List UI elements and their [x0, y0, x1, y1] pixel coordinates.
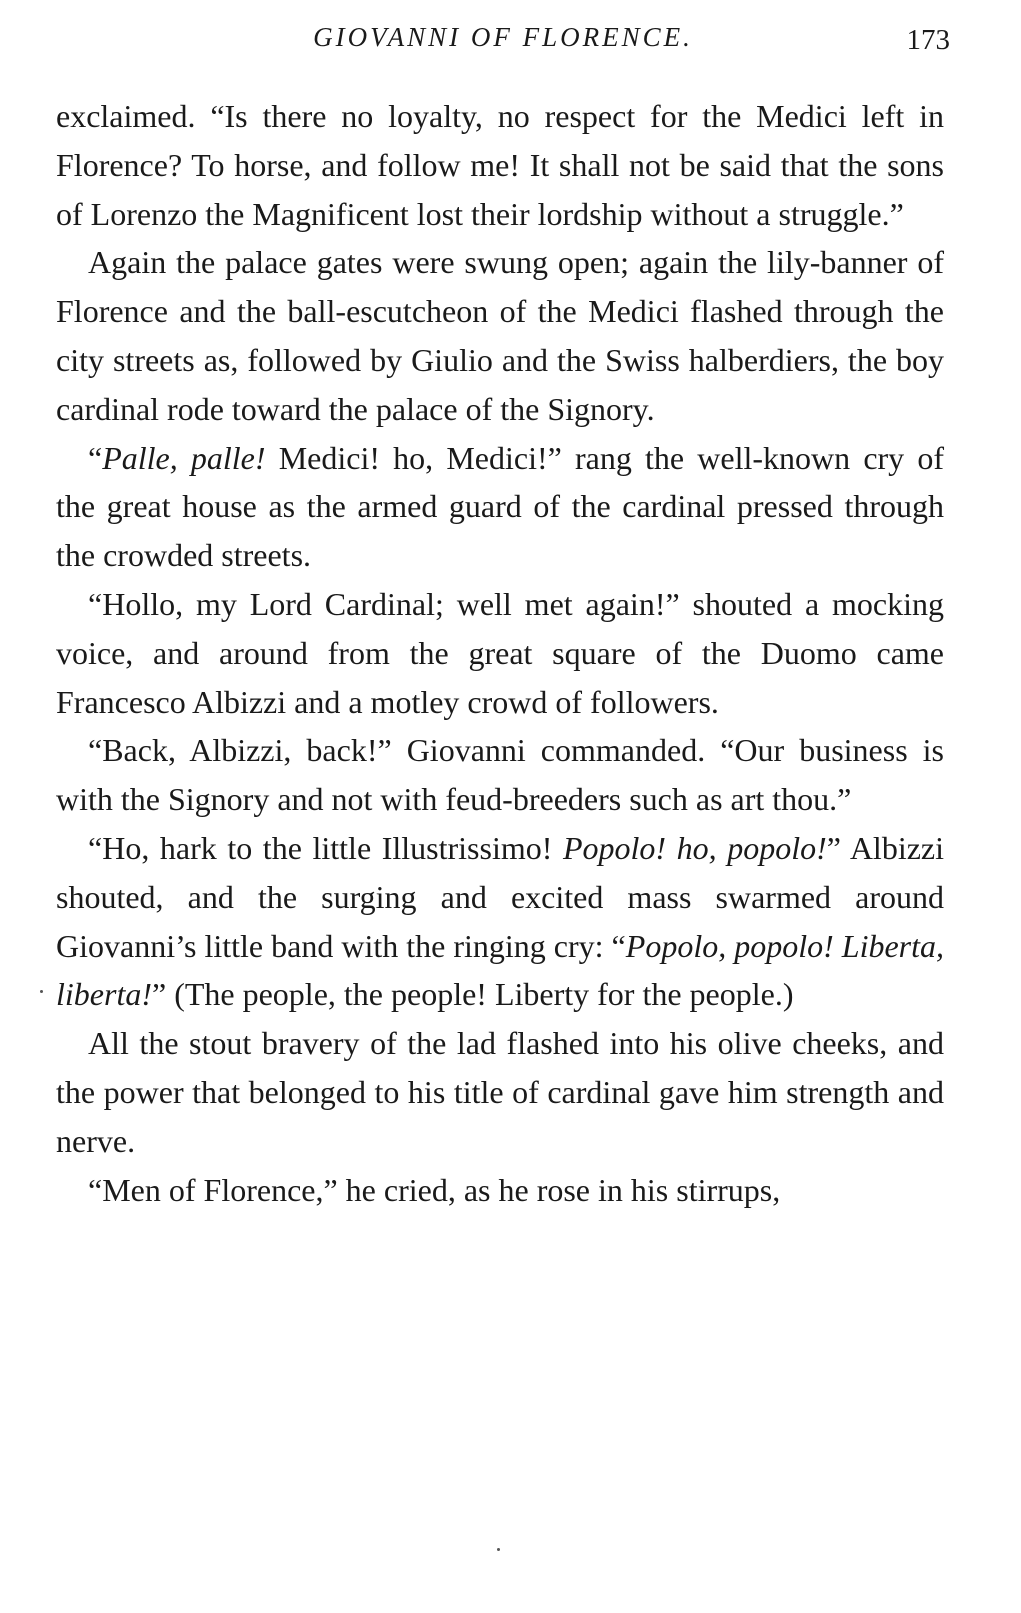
- text-run: “Ho, hark to the little Illustrissimo!: [88, 829, 563, 866]
- text-run: Again the palace gates were swung open; again the lily-banner of Florence and the ball-escutcheon of the Medici flashed through the city streets as, followed by Giulio and the Swiss halberdiers, the boy cardinal rode toward the palace of the Signory.: [56, 244, 944, 427]
- text-run: “Hollo, my Lord Cardinal; well met again!” shouted a mocking voice, and around from the great square of the Duomo came Francesco Albizzi and a motley crowd of followers.: [56, 585, 944, 720]
- body-text: [56, 92, 944, 1214]
- paragraph: [56, 92, 944, 238]
- text-run: ” (The people, the people! Liberty for the people.): [151, 976, 794, 1013]
- print-speck: [40, 990, 43, 993]
- running-title: GIOVANNI OF FLORENCE.: [313, 22, 693, 52]
- text-run: “Back, Albizzi, back!” Giovanni commanded. “Our business is with the Signory and not with feud-breeders such as art thou.”: [56, 732, 944, 818]
- italic-text-run: Popolo, popolo! Liberta, liberta!: [56, 927, 945, 1013]
- paragraph: [56, 824, 944, 1019]
- running-head: [56, 22, 950, 66]
- text-run: “Men of Florence,” he cried, as he rose in his stirrups,: [88, 1171, 781, 1208]
- page-number: 173: [906, 24, 950, 56]
- text-run: ” Albizzi shouted, and the surging and excited mass swarmed around Giovanni’s little band with the ringing cry: “: [56, 829, 945, 964]
- text-run: exclaimed. “Is there no loyalty, no respect for the Medici left in Florence? To horse, and follow me! It shall not be said that the sons of Lorenzo the Magnificent lost their lordship without a struggle.”: [56, 98, 944, 232]
- print-speck: [497, 1548, 500, 1551]
- text-run: “: [88, 439, 103, 476]
- paragraph: [56, 1019, 944, 1165]
- paragraph: [56, 580, 944, 726]
- text-run: All the stout bravery of the lad flashed into his olive cheeks, and the power that belonged to his title of cardinal gave him strength and nerve.: [56, 1025, 944, 1159]
- paragraph: [56, 726, 944, 824]
- paragraph: [56, 434, 944, 580]
- italic-text-run: Popolo! ho, popolo!: [562, 829, 827, 866]
- paragraph: [56, 238, 944, 433]
- text-run: Medici! ho, Medici!” rang the well-known cry of the great house as the armed guard of the cardinal pressed through the crowded streets.: [56, 439, 945, 574]
- italic-text-run: Palle, palle!: [102, 439, 266, 476]
- paragraph: [56, 1166, 944, 1215]
